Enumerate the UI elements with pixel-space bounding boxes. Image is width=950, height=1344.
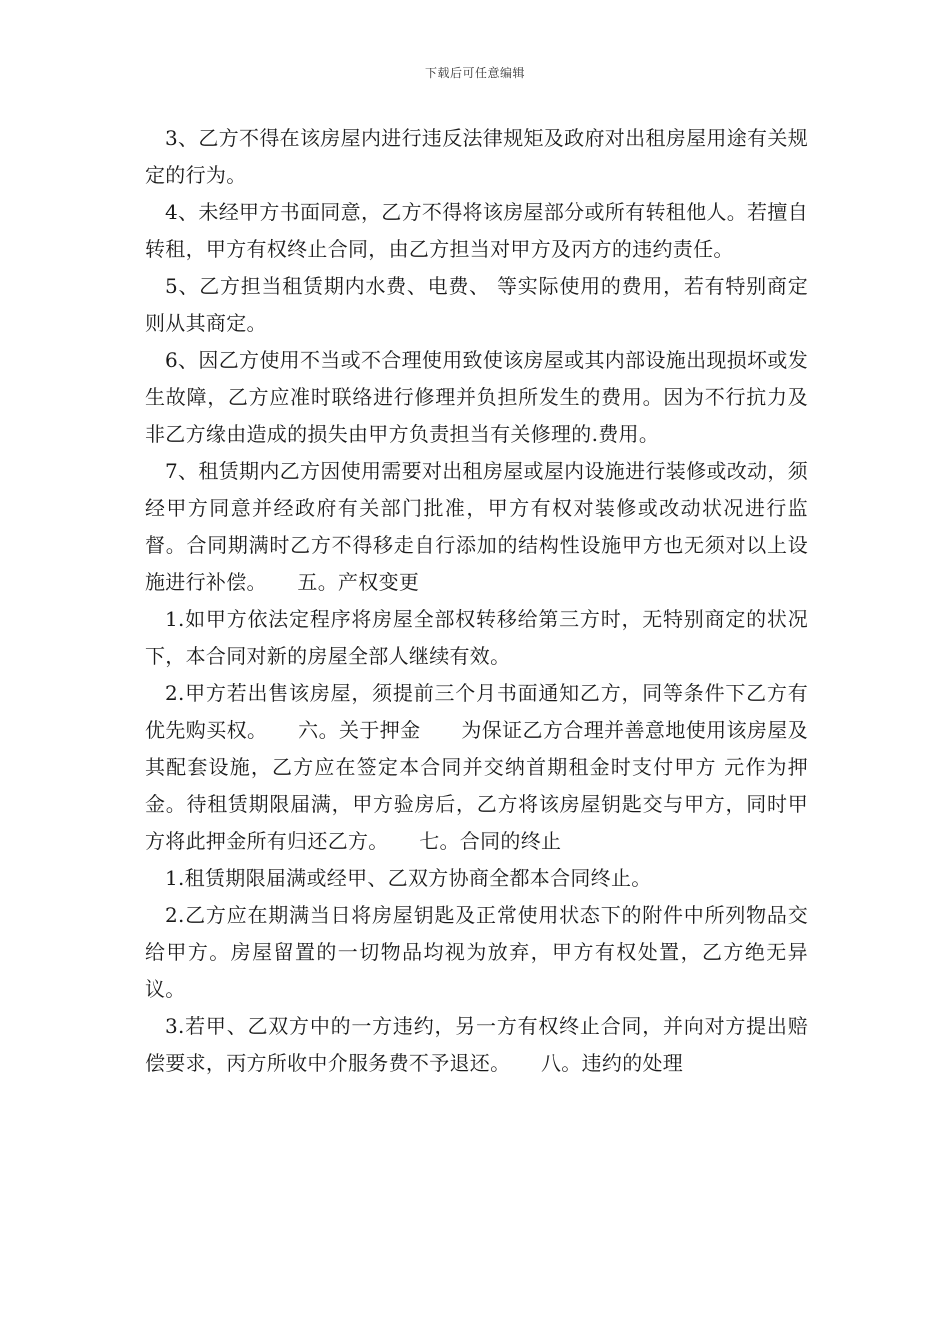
- paragraph-clause-3: 3、乙方不得在该房屋内进行违反法律规矩及政府对出租房屋用途有关规定的行为。: [145, 126, 808, 187]
- paragraph-termination-3: 3.若甲、乙双方中的一方违约，另一方有权终止合同，并向对方提出赔偿要求，丙方所收中介服务费不予退还。 八。违约的处理: [145, 1014, 808, 1075]
- paragraph-clause-7: 7、租赁期内乙方因使用需要对出租房屋或屋内设施进行装修或改动，须经甲方同意并经政府有关部门批准，甲方有权对装修或改动状况进行监督。合同期满时乙方不得移走自行添加的结构性设施甲方也无须对以上设施进行补偿。 五。产权变更: [145, 459, 808, 594]
- paragraph-clause-5: 5、乙方担当租赁期内水费、电费、 等实际使用的费用，若有特别商定则从其商定。: [145, 274, 808, 335]
- paragraph-clause-6: 6、因乙方使用不当或不合理使用致使该房屋或其内部设施出现损坏或发生故障，乙方应准时联络进行修理并负担所发生的费用。因为不行抗力及非乙方缘由造成的损失由甲方负责担当有关修理的.费用。: [145, 348, 808, 446]
- paragraph-clause-4: 4、未经甲方书面同意，乙方不得将该房屋部分或所有转租他人。若擅自转租，甲方有权终止合同，由乙方担当对甲方及丙方的违约责任。: [145, 200, 808, 261]
- paragraph-termination-1: 1.租赁期限届满或经甲、乙双方协商全都本合同终止。: [165, 866, 652, 890]
- paragraph-transfer-2: 2.甲方若出售该房屋，须提前三个月书面通知乙方，同等条件下乙方有优先购买权。 六。关于押金 为保证乙方合理并善意地使用该房屋及其配套设施，乙方应在签定本合同并交纳首期租金时支付甲方 元作为押金。待租赁期限届满，甲方验房后，乙方将该房屋钥匙交与甲方，同时甲方将此押金所有归还乙方。 七。合同的终止: [145, 681, 808, 853]
- paragraph-transfer-1: 1.如甲方依法定程序将房屋全部权转移给第三方时，无特别商定的状况下，本合同对新的房屋全部人继续有效。: [145, 607, 808, 668]
- document-body: [145, 120, 808, 1082]
- paragraph-termination-2: 2.乙方应在期满当日将房屋钥匙及正常使用状态下的附件中所列物品交给甲方。房屋留置的一切物品均视为放弃，甲方有权处置，乙方绝无异议。: [145, 903, 808, 1001]
- page-header: 下载后可任意编辑: [424, 66, 525, 80]
